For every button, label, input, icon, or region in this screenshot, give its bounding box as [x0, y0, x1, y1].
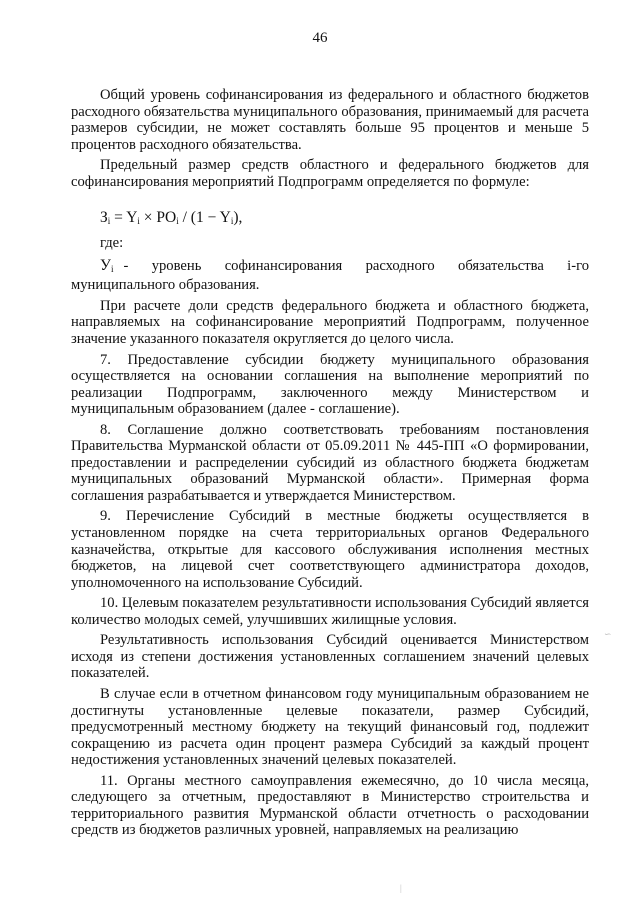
paragraph-7-subsidy-provision: 7. Предоставление субсидии бюджету муниципального образования осуществляется на основании соглашения на выполнение мероприятий по реализации Подпрограмм, заключенного между Министерством и муниципальным образованием (далее - соглашение).	[71, 351, 589, 418]
paragraph-rounding: При расчете доли средств федерального бюджета и областного бюджета, направляемых на софинансирование мероприятий Подпрограмм, полученное значение указанного показателя округляется до целого числа.	[71, 297, 589, 348]
paragraph-11-reporting: 11. Органы местного самоуправления ежемесячно, до 10 числа месяца, следующего за отчетным, предоставляют в Министерство строительства и территориального развития Мурманской области отчетность о расходовании средств из бюджетов различных уровней, направляемых на реализацию	[71, 772, 589, 839]
where-label: где:	[100, 235, 124, 252]
y-definition-text: - уровень софинансирования расходного обязательства i-го муниципального образования.	[71, 257, 589, 294]
y-symbol-letter: У	[100, 256, 111, 274]
formula-sub: i	[176, 216, 179, 227]
formula-sub: i	[107, 216, 111, 227]
y-symbol	[100, 258, 114, 278]
formula-sub: i	[230, 216, 234, 227]
scan-speck: ∽	[604, 629, 612, 639]
formula-div: / (1 − Y	[178, 209, 231, 227]
paragraph-formula-intro: Предельный размер средств областного и федерального бюджетов для софинансирования мероприятий Подпрограмм определяется по формуле:	[71, 157, 589, 190]
formula-close: ),	[233, 209, 243, 227]
y-definition-line	[71, 258, 589, 294]
page-number: 46	[312, 30, 328, 46]
formula	[100, 208, 589, 231]
formula-sub: i	[137, 216, 140, 227]
paragraph-10-target-indicator: 10. Целевым показателем результативности использования Субсидий является количество молодых семей, улучшивших жилищные условия.	[71, 595, 589, 628]
formula-left: З	[100, 209, 108, 227]
paragraph-9-transfer: 9. Перечисление Субсидий в местные бюджеты осуществляется в установленном порядке на счета территориальных органов Федерального казначейства, открытые для кассового обслуживания исполнения местных бюджетов, на лицевой счет соответствующего администратора доходов, уполномоченного на использование Субсидий.	[71, 508, 589, 591]
scan-speck: |	[400, 883, 402, 893]
paragraph-cofinancing-level: Общий уровень софинансирования из федерального и областного бюджетов расходного обязательства муниципального образования, принимаемый для расчета размеров субсидии, не может составлять больше 95 процентов и меньше 5 процентов расходного обязательства.	[71, 87, 589, 153]
formula-eq: = Y	[110, 209, 138, 227]
formula-mul: × PO	[139, 209, 177, 227]
paragraph-8-agreement: 8. Соглашение должно соответствовать требованиям постановления Правительства Мурманской области от 05.09.2011 № 445-ПП «О формировании, предоставлении и распределении субсидий из областного бюджета бюджетам муниципальных образований Мурманской области». Примерная форма соглашения разрабатывается и утверждается Министерством.	[71, 421, 589, 504]
document-body	[71, 87, 589, 839]
paragraph-reduction: В случае если в отчетном финансовом году муниципальным образованием не достигнуты установленные целевые показатели, размер Субсидий, предусмотренный местному бюджету на текущий финансовый год, подлежит сокращению из расчета один процент размера Субсидий за каждый процент недостижения установленных значений целевых показателей.	[71, 685, 589, 769]
y-symbol-sub: i	[110, 263, 114, 274]
paragraph-effectiveness: Результативность использования Субсидий оценивается Министерством исходя из степени достижения установленных соглашением значений целевых показателей.	[71, 632, 589, 682]
